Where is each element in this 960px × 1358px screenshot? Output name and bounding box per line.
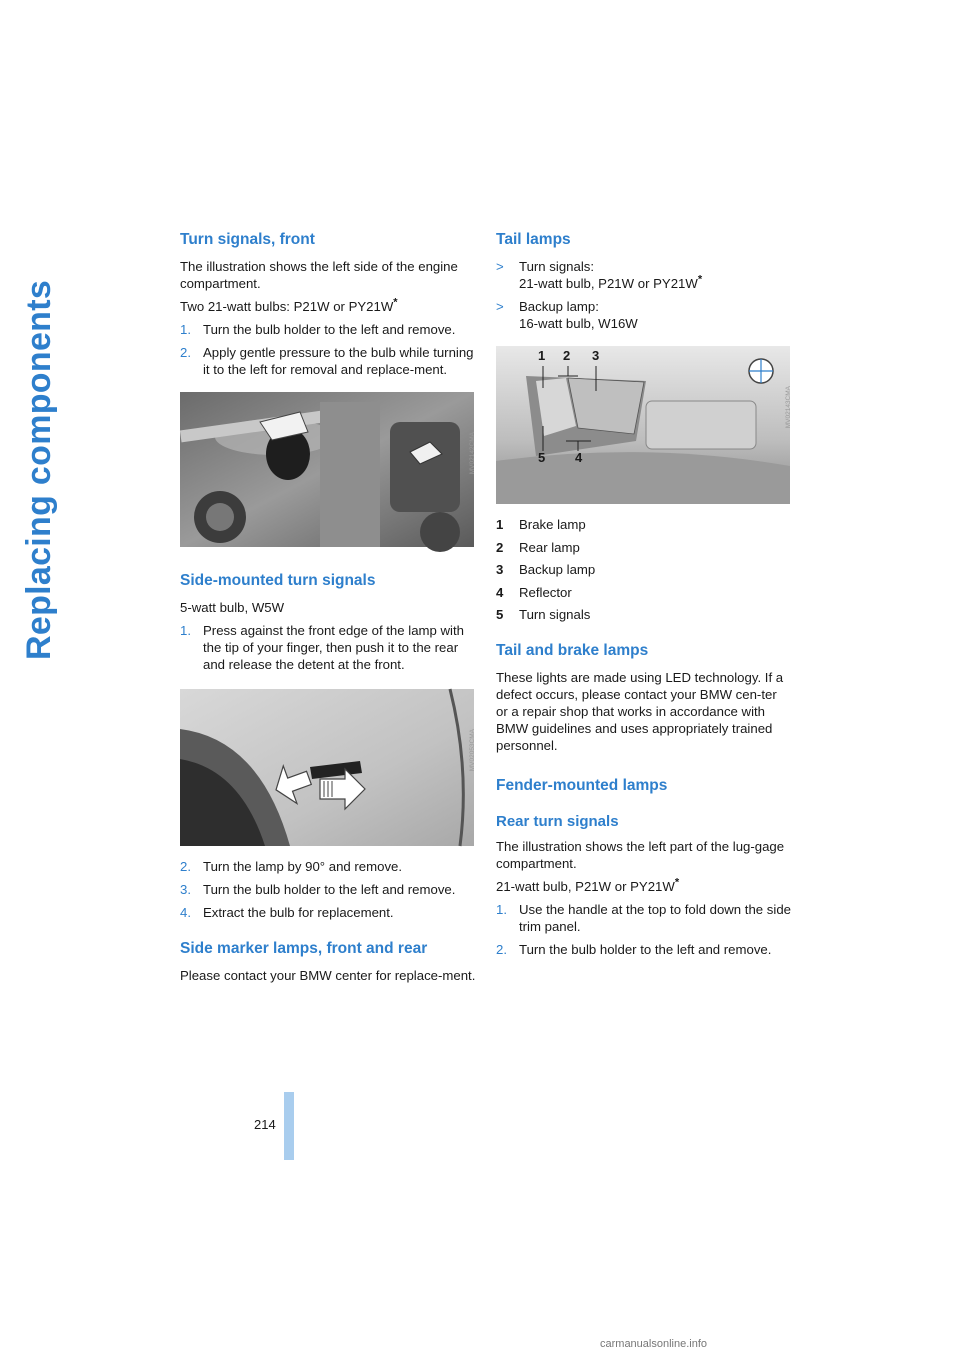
step-number: 2.: [180, 345, 191, 360]
step-text: Turn the lamp by 90° and remove.: [203, 859, 403, 874]
legend-number: 2: [496, 539, 504, 555]
bullet-line: 16-watt bulb, W16W: [519, 316, 638, 331]
step-number: 1.: [180, 322, 191, 337]
chapter-side-title: [20, 40, 80, 680]
paragraph: The illustration shows the left part of the lug-gage compartment.: [496, 838, 785, 871]
step-text: Apply gentle pressure to the bulb while turning it to the left for removal and replace-ment.: [203, 345, 474, 377]
figure-label: 3: [592, 348, 600, 363]
page-number: 214: [254, 1117, 276, 1132]
bullet-line: 21-watt bulb, P21W or PY21W: [519, 276, 698, 291]
page-number-bar: [284, 1092, 294, 1160]
step-text: Turn the bulb holder to the left and remove.: [519, 941, 772, 957]
step-text: Turn the bulb holder to the left and remove.: [203, 322, 456, 337]
figure-label: 5: [538, 450, 546, 465]
subsection-title-rear-turn-signals: Rear turn signals: [496, 812, 619, 830]
bulb-spec-text: Two 21-watt bulbs: P21W or PY21W: [180, 299, 394, 314]
footer-watermark: carmanualsonline.info: [600, 1338, 708, 1350]
figure-code: MV02143CMA: [785, 386, 792, 429]
legend-text: Backup lamp: [519, 562, 596, 577]
legend-item: [496, 606, 792, 623]
left-column: [180, 230, 476, 990]
spacer: [180, 559, 476, 571]
spacer: [496, 760, 792, 776]
legend-item: [496, 539, 792, 556]
spacer: [496, 629, 792, 641]
legend-text: Rear lamp: [519, 539, 580, 555]
legend-number: 4: [496, 584, 504, 600]
legend-item: [496, 561, 792, 578]
step-number: 2.: [496, 941, 507, 957]
step-item: [180, 622, 476, 673]
figure-label: 1: [538, 348, 546, 363]
engine-compartment-illustration: [180, 392, 474, 547]
figure-label: 4: [575, 450, 583, 465]
figure-engine-compartment: [180, 392, 474, 547]
figure-label: 2: [563, 348, 571, 363]
step-number: 1.: [180, 623, 191, 638]
bullet-marker: >: [496, 299, 504, 314]
paragraph: The illustration shows the left side of the engine compartment.: [180, 259, 458, 291]
legend-text: Turn signals: [519, 607, 591, 622]
step-item: [496, 941, 792, 958]
legend-item: [496, 516, 792, 533]
figure-tail-lamps: [496, 346, 790, 504]
legend-number: 5: [496, 607, 504, 622]
figure-code: MV02142CMA: [469, 432, 476, 475]
bulb-spec-text: 21-watt bulb, P21W or PY21W: [496, 878, 675, 894]
paragraph: These lights are made using LED technology. If a defect occurs, please contact your BMW cen-ter or a repair shop that works in accordance with BMW guidelines and uses appropriately trained personnel.: [496, 669, 784, 753]
bullet-marker: >: [496, 259, 504, 274]
chapter-title-text: Replacing components: [20, 279, 58, 660]
section-title-fender-mounted-lamps: Fender-mounted lamps: [496, 776, 668, 794]
figure-side-turn-signal: [180, 689, 474, 846]
legend-number: 3: [496, 562, 504, 577]
optional-asterisk: *: [674, 876, 680, 889]
paragraph-bulb-spec: 5-watt bulb, W5W: [180, 600, 285, 615]
step-item: [180, 881, 476, 898]
optional-asterisk: *: [393, 296, 398, 309]
spacer: [180, 927, 476, 939]
step-text: Turn the bulb holder to the left and remove.: [203, 882, 456, 897]
paragraph: Please contact your BMW center for replace-ment.: [180, 968, 476, 983]
optional-asterisk: *: [697, 273, 703, 286]
step-number: 4.: [180, 905, 191, 920]
side-turn-signal-illustration: [180, 689, 474, 846]
step-text: Press against the front edge of the lamp with the tip of your finger, then push it to the rear and release the detent at the front.: [203, 623, 464, 672]
legend-text: Reflector: [519, 584, 572, 600]
step-number: 3.: [180, 882, 191, 897]
right-column: [496, 230, 792, 964]
section-title-side-marker-lamps: Side marker lamps, front and rear: [180, 940, 428, 957]
tail-lamps-illustration: [496, 346, 790, 504]
step-text: Extract the bulb for replacement.: [203, 905, 394, 920]
legend-item: [496, 584, 792, 601]
step-text: Use the handle at the top to fold down the side trim panel.: [519, 901, 791, 934]
step-number: 2.: [180, 859, 191, 874]
paragraph-bulb-spec: [180, 298, 476, 315]
step-number: 1.: [496, 901, 507, 917]
legend-text: Brake lamp: [519, 517, 586, 532]
step-item: [180, 904, 476, 921]
bullet-line: Backup lamp:: [519, 299, 599, 314]
bullet-item: [496, 298, 792, 332]
figure-code: MV02053CMA: [469, 729, 476, 772]
step-item: [180, 344, 476, 378]
bullet-item: [496, 258, 792, 292]
spacer: [496, 804, 792, 812]
section-title-tail-lamps: Tail lamps: [496, 231, 571, 248]
section-title-side-mounted-turn-signals: Side-mounted turn signals: [180, 572, 376, 589]
paragraph-bulb-spec: [496, 878, 792, 895]
section-title-turn-signals-front: Turn signals, front: [180, 231, 315, 248]
step-item: [180, 321, 476, 338]
step-item: [180, 858, 476, 875]
section-title-tail-and-brake-lamps: Tail and brake lamps: [496, 641, 649, 659]
bullet-line: Turn signals:: [519, 259, 595, 274]
step-item: [496, 901, 792, 935]
legend-number: 1: [496, 517, 504, 532]
